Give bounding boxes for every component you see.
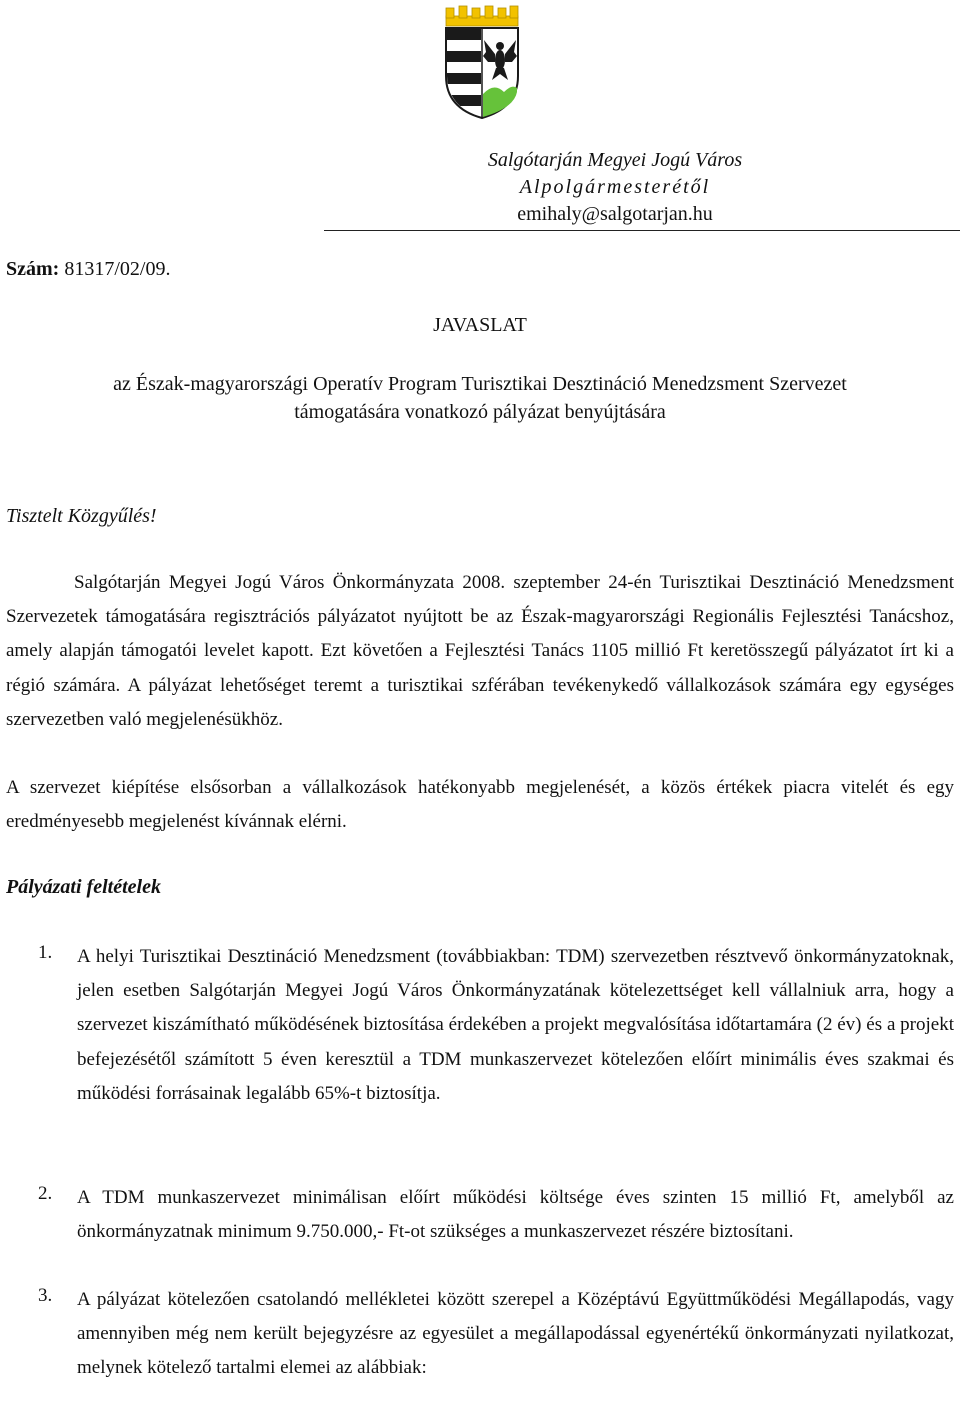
issuer-office: Alpolgármesterétől	[519, 176, 711, 198]
list-item: A helyi Turisztikai Desztináció Menedzsment (továbbiakban: TDM) szervezetben résztvevő önkormányzatoknak, jelen esetben Salgótarján Megyei Jogú Város Önkormányzatának kötelezettséget kell vállalniuk arra, hogy a szervezet kiszámítható működésének biztosítása érdekében a projekt megvalósítása időtartamára (2 év) és a projekt befejezésétől számított 5 éven keresztül a TDM munkaszervezet kötelezően előírt minimális éves szakmai és működési forrásainak legalább 65%-t biztosítja.	[77, 946, 954, 1104]
issuer-email: emihaly@salgotarjan.hu	[517, 203, 713, 225]
section-title: Pályázati feltételek	[6, 876, 161, 898]
issuer-city: Salgótarján Megyei Jogú Város	[487, 149, 743, 171]
list-item: A TDM munkaszervezet minimálisan előírt működési költsége éves szinten 15 millió Ft, amelyből az önkormányzatnak minimum 9.750.000,- Ft-ot szükséges a munkaszervezet részére biztosítani.	[77, 1187, 954, 1243]
list-item: A pályázat kötelezően csatolandó mellékletei között szerepel a Középtávú Együttműködési Megállapodás, vagy amennyiben még nem került bejegyzésre az egyesület a megállapodással egyenértékű önkormányzati nyilatkozat, melynek kötelező tartalmi elemei az alábbiak:	[77, 1289, 954, 1379]
list-item-number: 3.	[38, 1285, 53, 1306]
subtitle-line-2: támogatására vonatkozó pályázat benyújtására	[294, 401, 666, 423]
subtitle-line-1: az Észak-magyarországi Operatív Program Turisztikai Desztináció Menedzsment Szervezet	[113, 373, 847, 395]
list-item-number: 1.	[38, 942, 53, 963]
reference-label: Szám:	[6, 258, 60, 280]
reference-number	[6, 258, 170, 281]
body-paragraph: A szervezet kiépítése elsősorban a vállalkozások hatékonyabb megjelenését, a közös értékek piacra vitelét és egy eredményesebb megjelenést kívánnak elérni.	[6, 777, 954, 833]
salutation: Tisztelt Közgyűlés!	[6, 505, 157, 527]
document-title: JAVASLAT	[433, 314, 527, 336]
header-divider	[324, 230, 960, 231]
paragraph-text: Salgótarján Megyei Jogú Város Önkormányzata 2008. szeptember 24-én Turisztikai Desztináció Menedzsment Szervezetek támogatására regisztrációs pályázatot nyújtott be az Észak-magyarországi Regionális Fejlesztési Tanácshoz, amely alapján támogatói levelet kapott. Ezt követően a Fejlesztési Tanács 1105 millió Ft keretösszegű pályázatot írt ki a régió számára. A pályázat lehetőséget teremt a turisztikai szférában tevékenykedő vállalkozások számára egy egységes szervezetben való megjelenésükhöz.	[6, 572, 954, 730]
list-item-number: 2.	[38, 1183, 53, 1204]
body-paragraph	[6, 566, 954, 737]
city-coat-of-arms-icon	[442, 4, 522, 120]
reference-value: 81317/02/09.	[64, 258, 171, 280]
